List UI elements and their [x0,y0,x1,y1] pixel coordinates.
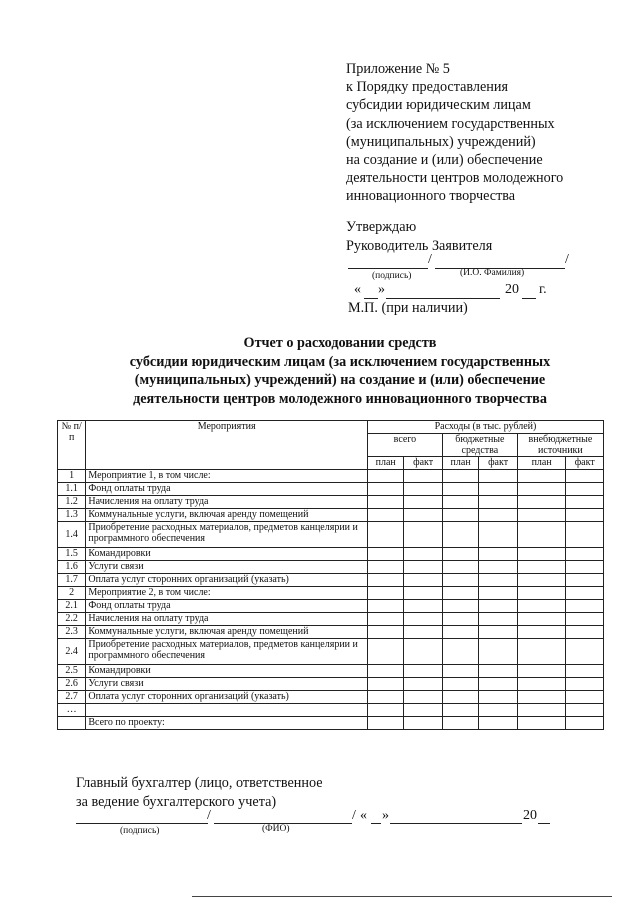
plan-cell [517,665,566,678]
row-activity: Оплата услуг сторонних организаций (указать) [86,691,368,704]
col-header-expenses: Расходы (в тыс. рублей) [367,421,603,434]
row-number: 1.4 [58,522,86,548]
table-row [58,470,604,483]
table-row [58,548,604,561]
appendix-line: на создание и (или) обеспечение [346,152,543,169]
fact-cell [404,704,442,717]
col-header-total: всего [367,434,442,457]
footer-day-line [371,823,381,824]
footer-block [76,774,476,811]
year-suffix: г. [539,282,547,297]
plan-cell [442,717,478,730]
row-number: 2.5 [58,665,86,678]
plan-cell [442,587,478,600]
plan-cell [367,691,403,704]
fact-cell [404,496,442,509]
plan-cell [442,639,478,665]
fact-cell [479,626,517,639]
plan-cell [442,496,478,509]
fact-cell [404,639,442,665]
fact-cell [479,678,517,691]
row-number: 1.6 [58,561,86,574]
fact-cell [566,704,604,717]
plan-cell [442,665,478,678]
plan-cell [517,717,566,730]
fact-cell [404,470,442,483]
plan-cell [367,704,403,717]
row-number: 1.7 [58,574,86,587]
fact-cell [404,574,442,587]
plan-cell [442,548,478,561]
footer-line: Главный бухгалтер (лицо, ответственное [76,775,323,791]
fact-cell [479,600,517,613]
row-activity: Фонд оплаты труда [86,600,368,613]
fact-cell [566,470,604,483]
sign-caption: (подпись) [372,271,412,281]
row-number: … [58,704,86,717]
table-row [58,509,604,522]
plan-cell [442,574,478,587]
plan-cell [367,522,403,548]
row-number: 2.2 [58,613,86,626]
name-caption: (И.О. Фамилия) [460,268,525,278]
row-activity: Коммунальные услуги, включая аренду помещений [86,509,368,522]
table-row [58,561,604,574]
table-row [58,496,604,509]
col-header-num: № п/п [58,421,86,470]
table-row [58,522,604,548]
page-bottom-rule [192,896,612,897]
footer-slash: / [352,808,356,823]
footer-date-close-quote: » [382,808,389,823]
fact-cell [566,509,604,522]
appendix-line: (муниципальных) учреждений) [346,133,536,150]
footer-year-prefix: 20 [523,808,537,823]
plan-cell [442,522,478,548]
month-line [386,298,500,299]
fact-cell [479,548,517,561]
row-number: 2.7 [58,691,86,704]
col-header-fact: факт [404,457,442,470]
table-row [58,691,604,704]
fact-cell [479,496,517,509]
plan-cell [517,574,566,587]
row-number: 2 [58,587,86,600]
table-row [58,626,604,639]
fact-cell [404,665,442,678]
plan-cell [517,561,566,574]
plan-cell [367,509,403,522]
plan-cell [367,496,403,509]
fact-cell [479,613,517,626]
plan-cell [442,470,478,483]
plan-cell [367,483,403,496]
fact-cell [479,574,517,587]
appendix-line: субсидии юридическим лицам [346,97,531,114]
plan-cell [517,704,566,717]
row-activity: Мероприятие 1, в том числе: [86,470,368,483]
table-row [58,600,604,613]
row-number: 1.2 [58,496,86,509]
fact-cell [566,639,604,665]
row-activity: Приобретение расходных материалов, предметов канцелярии и программного обеспечения [86,522,368,548]
appendix-line: инновационного творчества [346,188,516,205]
footer-fio-caption: (ФИО) [262,824,290,834]
col-header-fact: факт [479,457,517,470]
plan-cell [367,613,403,626]
plan-cell [367,470,403,483]
row-activity: Фонд оплаты труда [86,483,368,496]
appendix-line: деятельности центров молодежного [346,170,564,187]
col-header-extra: внебюджетные источники [517,434,603,457]
appendix-header [346,60,636,206]
row-activity: Командировки [86,548,368,561]
footer-sign-caption: (подпись) [120,826,160,836]
date-close-quote: » [378,282,385,297]
fact-cell [566,613,604,626]
row-activity: Мероприятие 2, в том числе: [86,587,368,600]
fact-cell [404,717,442,730]
fact-cell [404,600,442,613]
appendix-line: к Порядку предоставления [346,79,508,96]
report-table [57,420,604,730]
fact-cell [479,587,517,600]
row-number: 1.1 [58,483,86,496]
col-header-plan: план [517,457,566,470]
row-number: 2.1 [58,600,86,613]
fact-cell [404,548,442,561]
fact-cell [566,717,604,730]
fact-cell [479,522,517,548]
table-row [58,483,604,496]
col-header-fact: факт [566,457,604,470]
plan-cell [517,678,566,691]
title-line: субсидии юридическим лицам (за исключением государственных [129,353,551,370]
col-header-activities: Мероприятия [86,421,368,470]
year-line [522,298,536,299]
fact-cell [566,600,604,613]
row-activity [86,704,368,717]
plan-cell [517,496,566,509]
fact-cell [404,613,442,626]
fact-cell [404,587,442,600]
fact-cell [479,470,517,483]
row-activity: Услуги связи [86,678,368,691]
plan-cell [517,587,566,600]
plan-cell [517,613,566,626]
plan-cell [442,561,478,574]
day-line [364,298,378,299]
table-row [58,574,604,587]
fact-cell [566,496,604,509]
row-activity: Оплата услуг сторонних организаций (указать) [86,574,368,587]
footer-signature-line [76,823,208,824]
plan-cell [367,587,403,600]
row-number [58,717,86,730]
plan-cell [517,691,566,704]
table-row [58,678,604,691]
plan-cell [367,678,403,691]
total-label: Всего по проекту: [86,717,368,730]
fact-cell [479,704,517,717]
fact-cell [479,691,517,704]
col-header-plan: план [367,457,403,470]
fact-cell [404,483,442,496]
report-title [60,334,620,408]
row-activity: Приобретение расходных материалов, предметов канцелярии и программного обеспечения [86,639,368,665]
footer-month-line [390,823,522,824]
row-activity: Командировки [86,665,368,678]
title-line: Отчет о расходовании средств [243,335,437,351]
plan-cell [442,678,478,691]
approval-label: Утверждаю [346,219,417,235]
fact-cell [479,483,517,496]
fact-cell [566,522,604,548]
plan-cell [517,470,566,483]
footer-date-open-quote: « [360,808,367,823]
plan-cell [442,704,478,717]
footer-year-line [538,823,550,824]
plan-cell [517,509,566,522]
row-number: 2.3 [58,626,86,639]
table-row [58,613,604,626]
fact-cell [566,574,604,587]
fact-cell [566,548,604,561]
col-header-plan: план [442,457,478,470]
table-row [58,665,604,678]
fact-cell [566,561,604,574]
plan-cell [367,626,403,639]
plan-cell [367,717,403,730]
row-number: 2.6 [58,678,86,691]
plan-cell [367,600,403,613]
report-table-body [58,421,604,730]
plan-cell [442,509,478,522]
plan-cell [442,613,478,626]
plan-cell [442,691,478,704]
table-row [58,639,604,665]
plan-cell [517,639,566,665]
plan-cell [367,574,403,587]
appendix-line: (за исключением государственных [346,115,555,132]
footer-slash: / [207,808,211,823]
fact-cell [479,665,517,678]
signature-line [348,268,428,269]
fact-cell [479,509,517,522]
row-activity: Начисления на оплату труда [86,613,368,626]
footer-line: за ведение бухгалтерского учета) [76,793,277,810]
stamp-note: М.П. (при наличии) [348,300,468,316]
row-number: 1.5 [58,548,86,561]
year-prefix: 20 [505,282,519,297]
plan-cell [367,665,403,678]
table-row [58,587,604,600]
appendix-line: Приложение № 5 [346,61,450,77]
fact-cell [566,691,604,704]
fact-cell [404,561,442,574]
header-row [58,421,604,434]
total-row [58,717,604,730]
fact-cell [479,717,517,730]
signature-slash: / [428,252,432,267]
name-slash: / [565,252,569,267]
fact-cell [566,587,604,600]
approval-head: Руководитель Заявителя [346,237,493,254]
table-row [58,704,604,717]
fact-cell [479,561,517,574]
title-line: деятельности центров молодежного инновационного творчества [133,390,547,407]
plan-cell [442,626,478,639]
row-activity: Коммунальные услуги, включая аренду помещений [86,626,368,639]
fact-cell [404,522,442,548]
fact-cell [404,509,442,522]
fact-cell [479,639,517,665]
row-activity: Начисления на оплату труда [86,496,368,509]
plan-cell [442,483,478,496]
row-number: 2.4 [58,639,86,665]
plan-cell [517,548,566,561]
row-number: 1.3 [58,509,86,522]
fact-cell [404,626,442,639]
fact-cell [566,483,604,496]
plan-cell [442,600,478,613]
fact-cell [404,678,442,691]
date-open-quote: « [354,282,361,297]
fact-cell [566,626,604,639]
col-header-budget: бюджетные средства [442,434,517,457]
row-activity: Услуги связи [86,561,368,574]
plan-cell [517,483,566,496]
plan-cell [367,561,403,574]
plan-cell [367,548,403,561]
plan-cell [517,522,566,548]
title-line: (муниципальных) учреждений) на создание и (или) обеспечение [134,372,546,388]
fact-cell [404,691,442,704]
row-number: 1 [58,470,86,483]
approval-block [346,218,636,255]
fact-cell [566,678,604,691]
plan-cell [367,639,403,665]
fact-cell [566,665,604,678]
plan-cell [517,626,566,639]
plan-cell [517,600,566,613]
